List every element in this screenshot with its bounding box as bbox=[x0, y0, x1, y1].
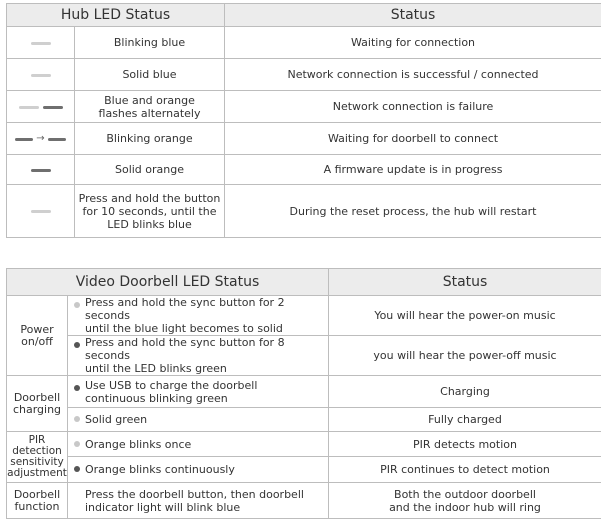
hub-status-text: Network connection is failure bbox=[225, 91, 601, 123]
table-row bbox=[7, 155, 601, 185]
indicator-text: Use USB to charge the doorbell continuous blinking green bbox=[85, 379, 257, 405]
table-row bbox=[7, 408, 601, 432]
table-row bbox=[7, 185, 601, 238]
light-dot-icon bbox=[74, 441, 80, 447]
hub-led-label: Solid orange bbox=[75, 155, 225, 185]
led-indicator-icon bbox=[7, 91, 75, 123]
doorbell-led-status-header: Video Doorbell LED Status bbox=[7, 269, 329, 296]
hub-status-text: Network connection is successful / connected bbox=[225, 59, 601, 91]
table-row bbox=[7, 336, 601, 376]
led-indicator-icon bbox=[7, 155, 75, 185]
hub-led-label: Press and hold the button for 10 seconds, until the LED blinks blue bbox=[75, 185, 225, 238]
hub-led-table bbox=[6, 3, 601, 238]
table-row bbox=[7, 123, 601, 155]
dark-dot-icon bbox=[74, 342, 80, 348]
doorbell-status-text: you will hear the power-off music bbox=[329, 336, 601, 376]
led-indicator-icon bbox=[7, 59, 75, 91]
table-row bbox=[7, 296, 601, 336]
indicator-text: Press the doorbell button, then doorbell indicator light will blink blue bbox=[68, 483, 329, 519]
doorbell-indicator bbox=[68, 457, 329, 483]
indicator-text: Press and hold the sync button for 2 seconds until the blue light becomes to solid bbox=[85, 296, 328, 335]
doorbell-status-text: Both the outdoor doorbell and the indoor hub will ring bbox=[329, 483, 601, 519]
led-indicator-icon bbox=[7, 185, 75, 238]
table-row bbox=[7, 457, 601, 483]
doorbell-indicator bbox=[68, 408, 329, 432]
doorbell-indicator bbox=[68, 336, 329, 376]
table-row bbox=[7, 27, 601, 59]
indicator-text: Orange blinks once bbox=[85, 438, 191, 451]
doorbell-indicator bbox=[68, 296, 329, 336]
table-row bbox=[7, 483, 601, 519]
indicator-text: Orange blinks continuously bbox=[85, 463, 235, 476]
doorbell-status-header: Status bbox=[329, 269, 601, 296]
table-row bbox=[7, 91, 601, 123]
doorbell-status-text: PIR continues to detect motion bbox=[329, 457, 601, 483]
light-dot-icon bbox=[74, 302, 80, 308]
group-function: Doorbell function bbox=[7, 483, 68, 519]
hub-status-text: Waiting for connection bbox=[225, 27, 601, 59]
doorbell-led-table bbox=[6, 268, 601, 519]
hub-led-label: Solid blue bbox=[75, 59, 225, 91]
indicator-text: Solid green bbox=[85, 413, 147, 426]
doorbell-indicator bbox=[68, 432, 329, 457]
table-row bbox=[7, 376, 601, 408]
hub-status-text: A firmware update is in progress bbox=[225, 155, 601, 185]
led-indicator-icon bbox=[7, 27, 75, 59]
indicator-text: Press and hold the sync button for 8 seconds until the LED blinks green bbox=[85, 336, 328, 375]
hub-status-text: During the reset process, the hub will restart bbox=[225, 185, 601, 238]
light-dot-icon bbox=[74, 416, 80, 422]
doorbell-status-text: You will hear the power-on music bbox=[329, 296, 601, 336]
hub-status-header: Status bbox=[225, 4, 601, 27]
group-pir: PIR detection sensitivity adjustment bbox=[7, 432, 68, 483]
hub-status-text: Waiting for doorbell to connect bbox=[225, 123, 601, 155]
doorbell-indicator bbox=[68, 376, 329, 408]
table-row bbox=[7, 59, 601, 91]
hub-led-label: Blinking orange bbox=[75, 123, 225, 155]
group-charging: Doorbell charging bbox=[7, 376, 68, 432]
doorbell-status-text: Fully charged bbox=[329, 408, 601, 432]
group-power: Power on/off bbox=[7, 296, 68, 376]
doorbell-status-text: PIR detects motion bbox=[329, 432, 601, 457]
hub-table-header bbox=[7, 4, 601, 27]
doorbell-table-header bbox=[7, 269, 601, 296]
hub-led-status-header: Hub LED Status bbox=[7, 4, 225, 27]
hub-led-label: Blue and orange flashes alternately bbox=[75, 91, 225, 123]
dark-dot-icon bbox=[74, 385, 80, 391]
doorbell-status-text: Charging bbox=[329, 376, 601, 408]
led-indicator-icon: → bbox=[7, 123, 75, 155]
table-row bbox=[7, 432, 601, 457]
hub-led-label: Blinking blue bbox=[75, 27, 225, 59]
dark-dot-icon bbox=[74, 466, 80, 472]
